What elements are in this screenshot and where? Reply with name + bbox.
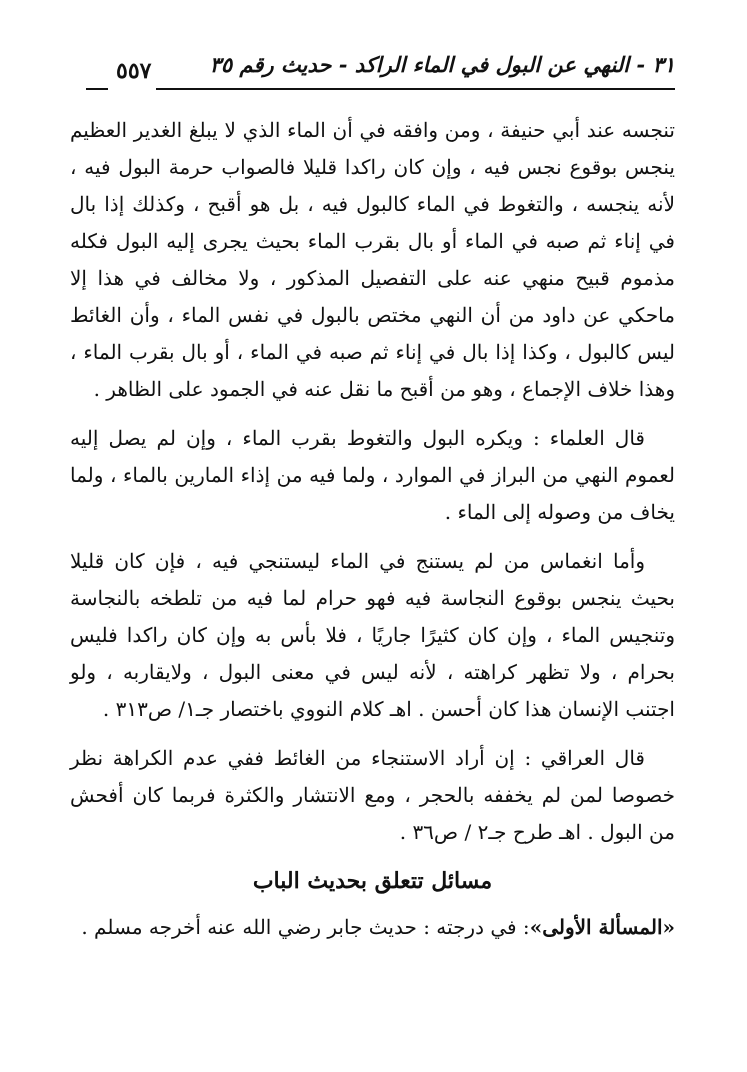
running-title: ٣١ - النهي عن البول في الماء الراكد - حديث رقم ٣٥ <box>209 52 675 77</box>
page-number: ٥٥٧ <box>116 58 152 84</box>
paragraph-immersion: وأما انغماس من لم يستنج في الماء ليستنجي فيه ، فإن كان قليلا بحيث ينجس بوقوع النجاسة فيه فهو حرام لما فيه من تلطخه بالنجاسة وتنجيس الماء ، وإن كان كثيرًا جاريًا ، فلا بأس به وإن كان راكدا فليس بحرام ، ولا تظهر كراهته ، لأنه ليس في معنى البول ، ولايقاربه ، ولو اجتنب الإنسان هذا كان أحسن . اهـ كلام النووي باختصار جـ١/ ص٣١٣ . <box>70 549 675 721</box>
paragraph-hanafi: تنجسه عند أبي حنيفة ، ومن وافقه في أن الماء الذي لا يبلغ الغدير العظيم ينجس بوقوع نجس فيه ، وإن كان راكدا قليلا فالصواب حرمة البول فيه ، لأنه ينجسه ، والتغوط في الماء كالبول فيه ، بل هو أقبح ، وكذلك إذا بال في إناء ثم صبه في الماء أو بال بقرب الماء بحيث يجرى إليه البول فكله مذموم قبيح منهي عنه على التفصيل المذكور ، ولا مخالف في هذا إلا ماحكي عن داود من أن النهي مختص بالبول في نفس الماء ، وأن الغائط ليس كالبول ، وكذا إذا بال في إناء ثم صبه في الماء ، أو بال بقرب الماء ، وهذا خلاف الإجماع ، وهو من أقبح ما نقل عنه في الجمود على الظاهر . <box>70 118 675 401</box>
issue-label: «المسألة الأولى» <box>529 915 675 939</box>
issue-first <box>70 909 675 946</box>
section-heading: مسائل تتعلق بحديث الباب <box>252 868 493 894</box>
page-header <box>86 52 675 94</box>
header-rule <box>156 88 675 90</box>
paragraph-iraqi: قال العراقي : إن أراد الاستنجاء من الغائط ففي عدم الكراهة نظر خصوصا لمن لم يخففه بالحجر ، ومع الانتشار والكثرة فربما كان أفحش من البول . اهـ طرح جـ٢ / ص٣٦ . <box>70 746 675 844</box>
page-body <box>70 112 675 958</box>
issue-text: : في درجته : حديث جابر رضي الله عنه أخرجه مسلم . <box>81 915 530 939</box>
page-number-rule <box>86 88 108 90</box>
paragraph-scholars: قال العلماء : ويكره البول والتغوط بقرب الماء ، وإن لم يصل إليه لعموم النهي من البراز في الموارد ، ولما فيه من إذاء المارين بالماء ، ولما يخاف من وصوله إلى الماء . <box>70 426 675 524</box>
